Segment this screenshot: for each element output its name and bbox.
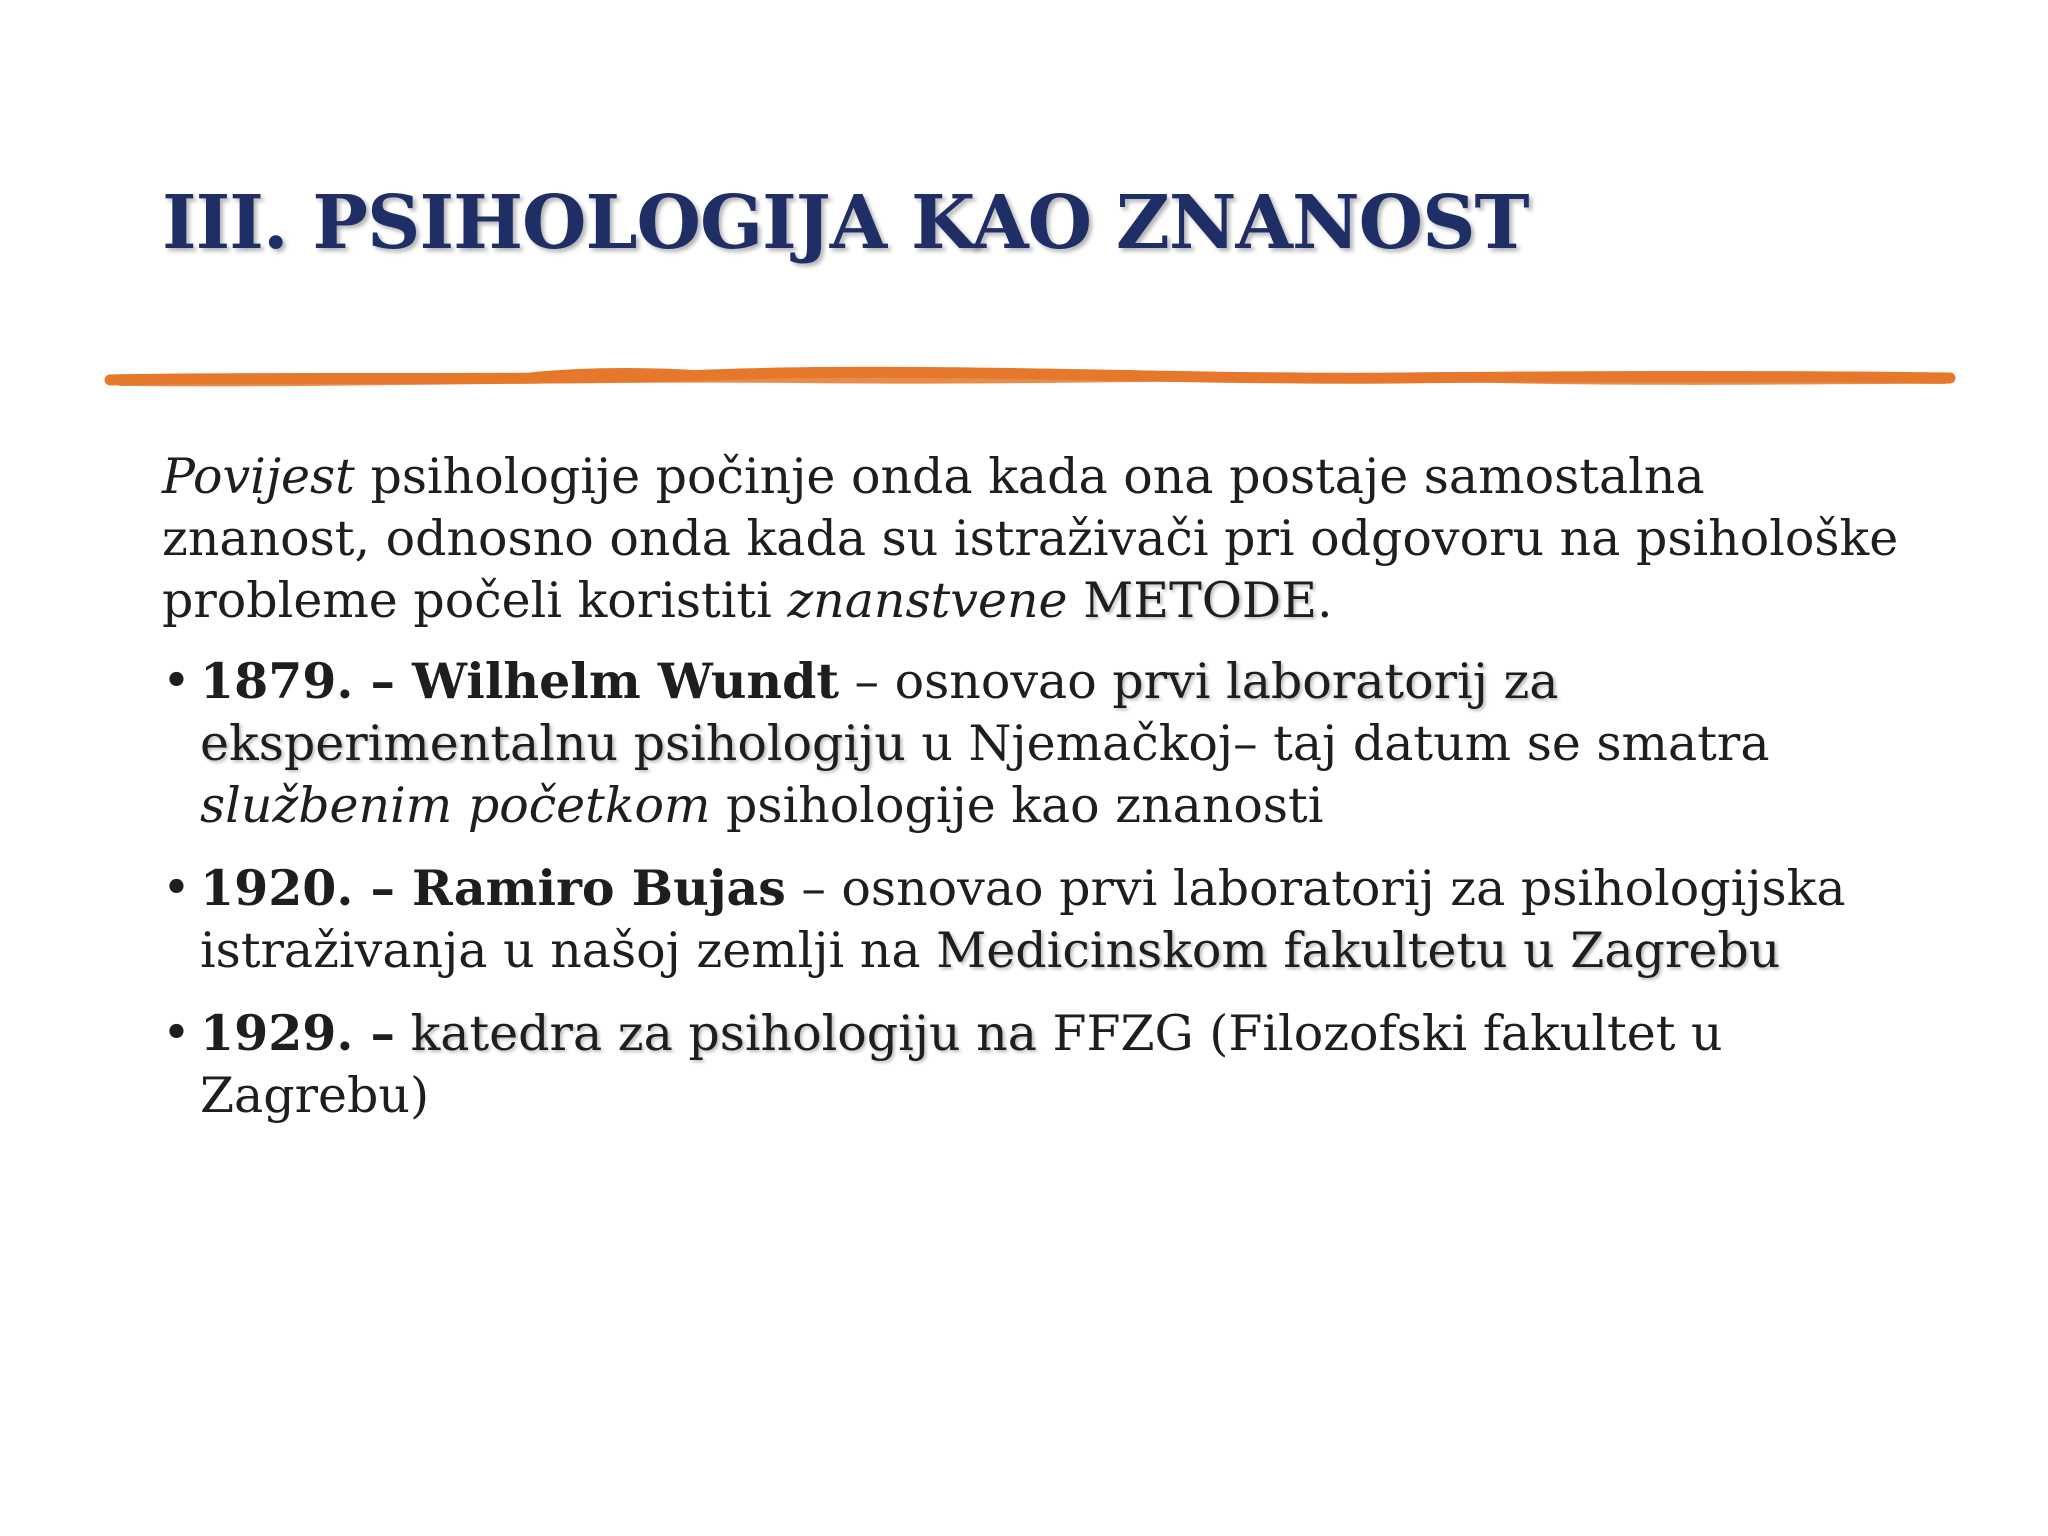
bullet-dot: • <box>162 652 191 709</box>
timeline-list <box>162 650 1922 1127</box>
intro-italic-povijest: Povijest <box>162 448 355 505</box>
timeline-highlight: prvi laboratorij za eksperimentalnu psihologiju <box>200 653 1559 772</box>
timeline-italic: službenim početkom <box>200 777 711 834</box>
timeline-highlight: Medicinskom fakultetu u Zagrebu <box>936 922 1781 979</box>
timeline-item-1879 <box>162 650 1922 837</box>
intro-paragraph <box>162 446 1922 632</box>
intro-space <box>1068 572 1084 629</box>
timeline-text <box>395 1005 411 1062</box>
intro-highlight-metode: METODE <box>1083 572 1317 629</box>
slide-body <box>162 446 1922 1147</box>
timeline-year-1929: 1929. – <box>200 1004 395 1062</box>
timeline-highlight: katedra za psihologiju na <box>410 1005 1037 1062</box>
timeline-text: psihologije kao znanosti <box>710 777 1324 834</box>
timeline-text: – osnovao prvi laboratorij za psihologijska istraživanja u našoj zemlji na <box>200 860 1846 979</box>
intro-italic-znanstvene: znanstvene <box>787 572 1068 629</box>
brush-divider <box>100 358 1960 398</box>
slide-title: III. PSIHOLOGIJA KAO ZNANOST <box>162 180 1529 266</box>
timeline-text: FFZG (Filozofski fakultet u Zagrebu) <box>200 1005 1723 1124</box>
timeline-item-1920 <box>162 857 1922 982</box>
timeline-item-1929 <box>162 1002 1922 1127</box>
timeline-text: u Njemačkoj– taj datum se smatra <box>905 715 1770 772</box>
bullet-dot: • <box>162 1004 191 1061</box>
timeline-year-1879: 1879. – Wilhelm Wundt <box>200 652 839 710</box>
intro-period: . <box>1316 572 1333 629</box>
timeline-text: – osnovao <box>838 653 1113 710</box>
bullet-dot: • <box>162 859 191 916</box>
timeline-year-1920: 1920. – Ramiro Bujas <box>200 859 786 917</box>
intro-text: psihologije počinje onda kada ona postaje samostalna znanost, odnosno onda kada su istraživači pri odgovoru na psihološke probleme počeli koristiti <box>162 448 1899 629</box>
